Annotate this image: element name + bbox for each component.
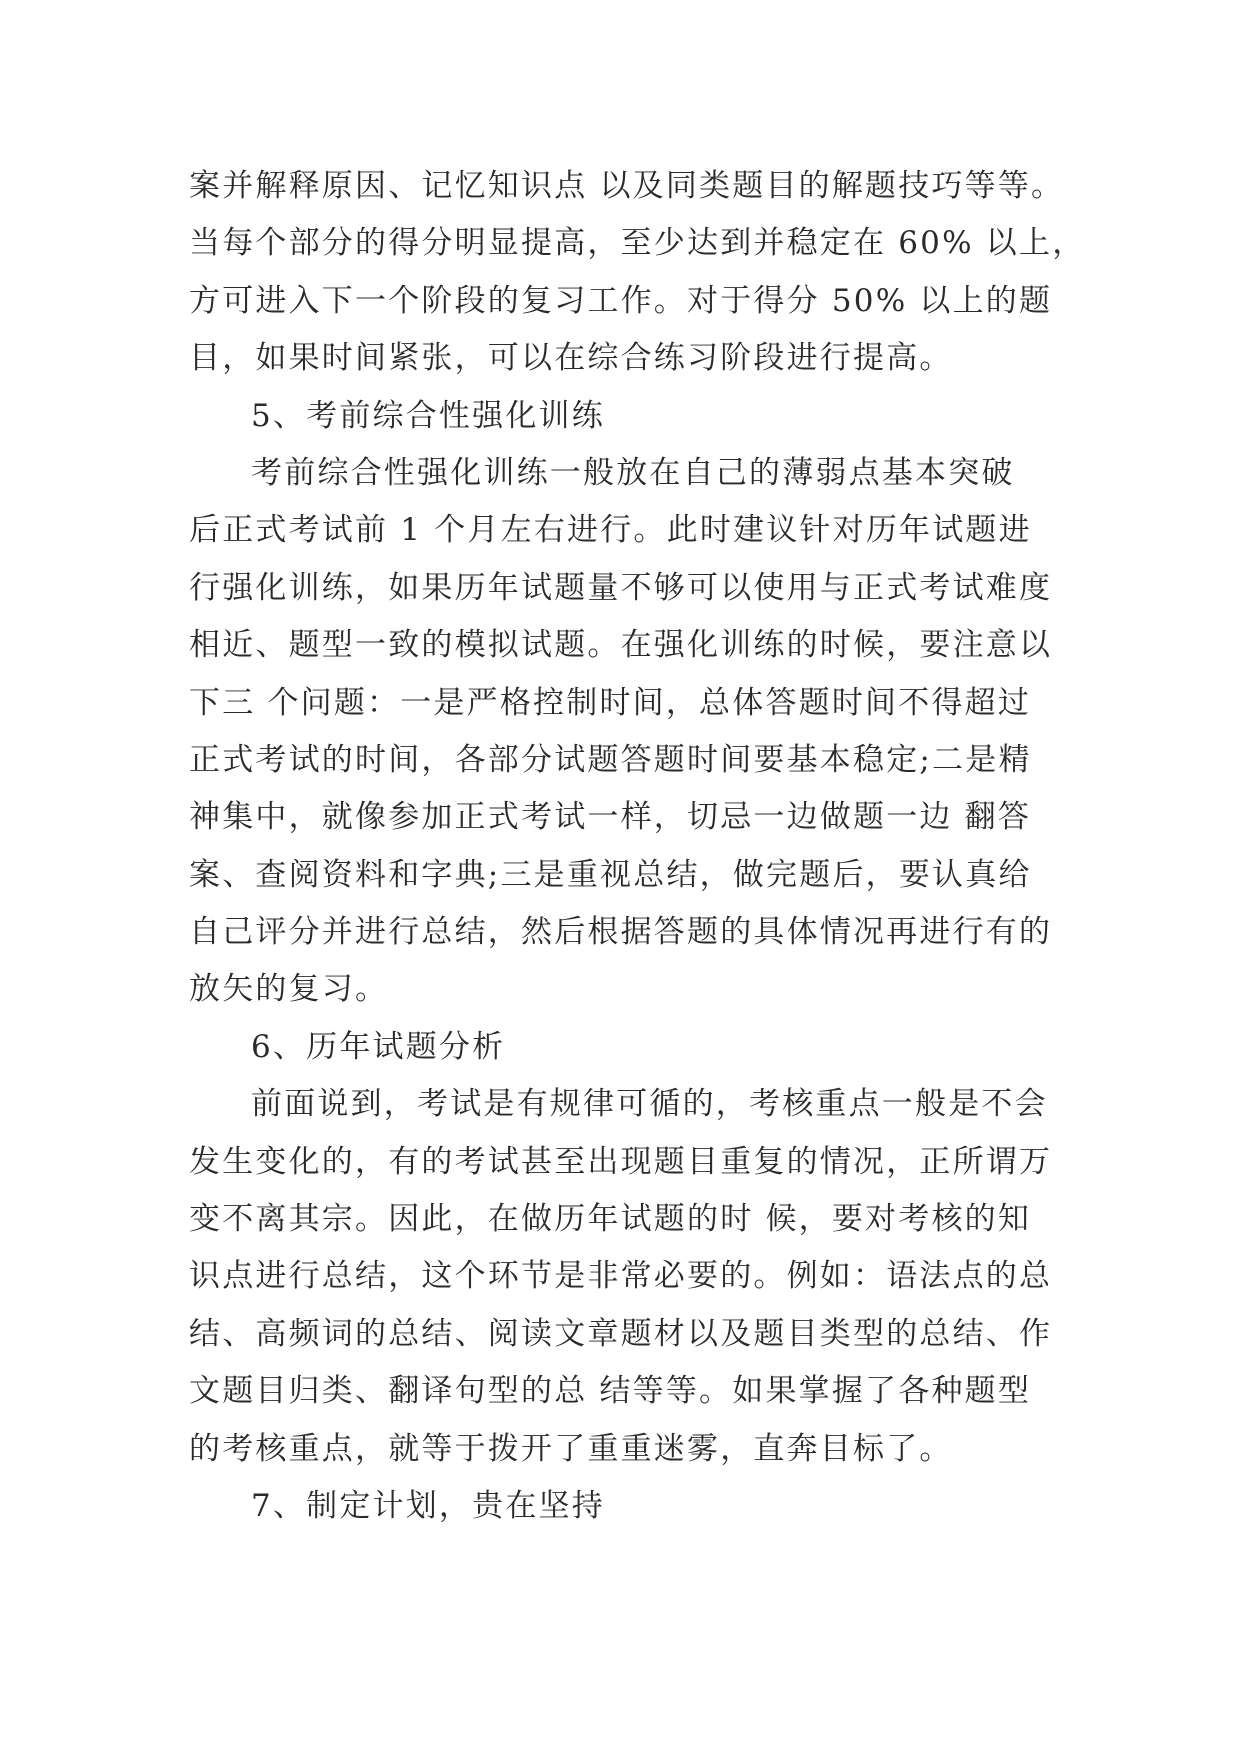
section-heading: 7、制定计划，贵在坚持 — [251, 1487, 605, 1524]
text-line: 下三 个问题：一是严格控制时间，总体答题时间不得超过 — [189, 684, 1032, 721]
text-line: 结、高频词的总结、阅读文章题材以及题目类型的总结、作 — [189, 1315, 1053, 1352]
paragraph-first-line: 考前综合性强化训练一般放在自己的薄弱点基本突破 — [251, 454, 1015, 491]
text-line: 神集中，就像参加正式考试一样，切忌一边做题一边 翻答 — [189, 799, 1032, 836]
text-line: 正式考试的时间，各部分试题答题时间要基本稳定;二是精 — [189, 741, 1032, 778]
text-line: 相近、题型一致的模拟试题。在强化训练的时候，要注意以 — [189, 627, 1053, 664]
text-line: 识点进行总结，这个环节是非常必要的。例如：语法点的总 — [189, 1258, 1053, 1295]
section-heading: 5、考前综合性强化训练 — [251, 397, 605, 434]
text-line: 发生变化的，有的考试甚至出现题目重复的情况，正所谓万 — [189, 1143, 1053, 1180]
text-line: 案并解释原因、记忆知识点 以及同类题目的解题技巧等等。 — [189, 168, 1065, 204]
paragraph-first-line: 前面说到，考试是有规律可循的，考核重点一般是不会 — [251, 1086, 1048, 1123]
text-line: 当每个部分的得分明显提高，至少达到并稳定在 60% 以上， — [189, 225, 1086, 262]
section-heading: 6、历年试题分析 — [251, 1028, 506, 1065]
text-line: 文题目归类、翻译句型的总 结等等。如果掌握了各种题型 — [189, 1373, 1032, 1410]
body-text — [189, 158, 1086, 1535]
text-line: 变不离其宗。因此，在做历年试题的时 候，要对考核的知 — [189, 1201, 1032, 1238]
text-line: 目，如果时间紧张，可以在综合练习阶段进行提高。 — [189, 340, 953, 377]
text-line: 案、查阅资料和字典;三是重视总结，做完题后，要认真给 — [189, 856, 1032, 893]
text-line: 后正式考试前 1 个月左右进行。此时建议针对历年试题进 — [189, 512, 1032, 549]
text-line: 方可进入下一个阶段的复习工作。对于得分 50% 以上的题 — [189, 282, 1053, 319]
text-line: 自己评分并进行总结，然后根据答题的具体情况再进行有的 — [189, 914, 1053, 951]
text-line: 的考核重点，就等于拨开了重重迷雾，直奔目标了。 — [189, 1430, 953, 1467]
text-line: 行强化训练，如果历年试题量不够可以使用与正式考试难度 — [189, 569, 1053, 606]
text-line: 放矢的复习。 — [189, 971, 389, 1008]
